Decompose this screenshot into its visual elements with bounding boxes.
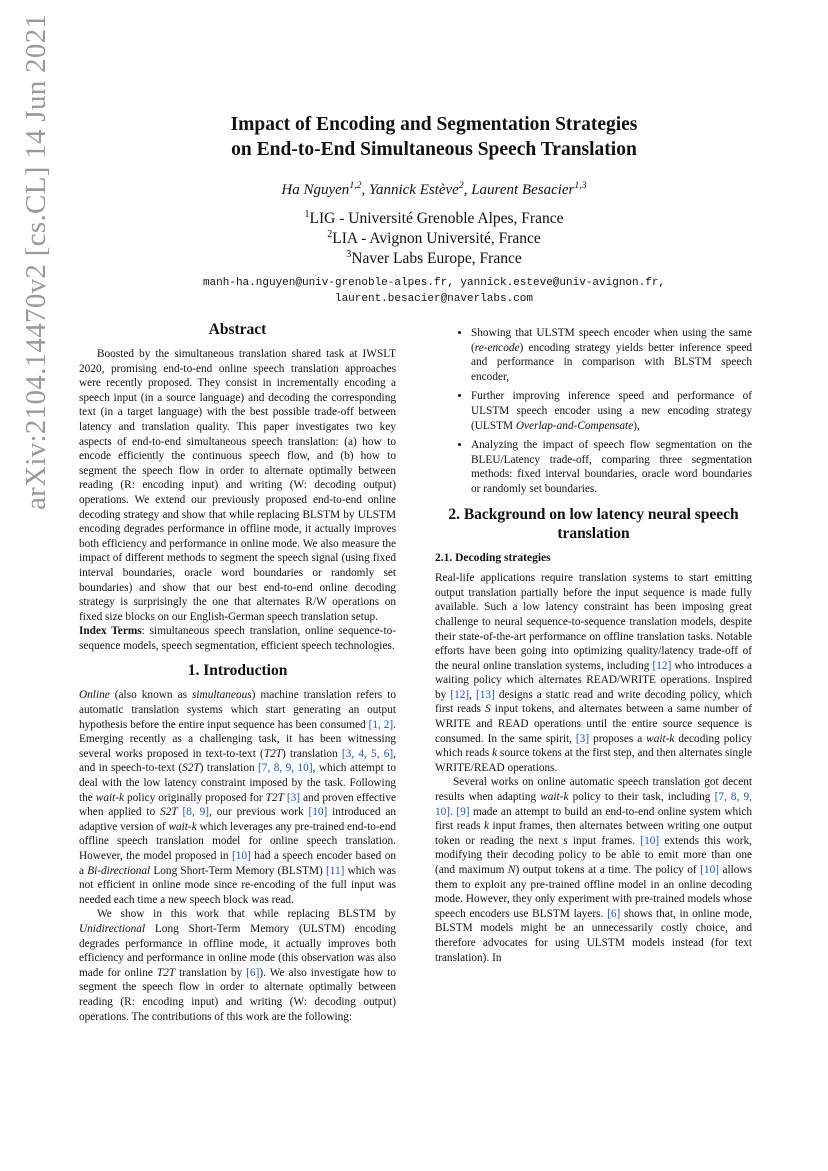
affiliation [110, 209, 758, 229]
citation-link[interactable]: [10] [700, 864, 719, 876]
affil-mark: 2 [327, 228, 333, 240]
author-list: Ha Nguyen$^{1,2}$, Yannick Estève$^2$, Laurent Besacier$^{1,3}$ [281, 180, 587, 198]
background-paragraph-2: Several works on online automatic speech translation got decent results when adapting wait-k policy to their task, including [7, 8, 9, 10]. [9] made an attempt to build an end-to-end online system which first reads k input frames, then alternates between writing one output token or reading the next s input frames. [10] extends this work, modifying their decoding policy to be able to emit more than one (and maximum N) output tokens at a time. The policy of [10] allows them to exploit any pre-trained offline model in an online decoding mode. However, they only experiment with pre-trained models whose speech encoders use BLSTM layers. [6] shows that, in online mode, BLSTM models might be an unnecessarily costly choice, and therefore advocates for using ULSTM models instead (for text translation). In [435, 776, 752, 964]
affiliation [110, 249, 758, 269]
paper-header [110, 112, 758, 307]
author-affil-mark: 1,2 [349, 180, 362, 191]
arxiv-stamp: arXiv:2104.14470v2 [cs.CL] 14 Jun 2021 [20, 13, 52, 510]
affil-text: Naver Labs Europe, France [351, 250, 522, 267]
title-line-1: Impact of Encoding and Segmentation Strategies [230, 114, 638, 135]
citation-link[interactable]: [11] [326, 864, 345, 877]
affiliations [110, 209, 758, 269]
affil-text: LIA - Avignon Université, France [332, 230, 541, 247]
subsection-heading: 2.1. Decoding strategies [435, 551, 551, 564]
citation-link[interactable]: [3] [286, 791, 301, 804]
citation-link[interactable]: [7, 8, 9, 10] [258, 762, 313, 775]
citation-link[interactable]: [6] [246, 966, 260, 979]
citation-link[interactable]: [12] [450, 688, 470, 701]
author-name: Ha Nguyen [281, 182, 350, 198]
affiliation [110, 229, 758, 249]
citation-link[interactable]: [10] [308, 806, 328, 819]
intro-heading: 1. Introduction [187, 662, 288, 680]
title-line-2: on End-to-End Simultaneous Speech Translation [231, 139, 637, 160]
citation-link[interactable]: [6] [607, 907, 621, 920]
citation-link[interactable]: [7, 8, 9, 10] [435, 791, 752, 818]
index-terms [79, 624, 396, 653]
index-terms-text: : simultaneous speech translation, online sequence-to-sequence models, speech segmentation, efficient speech technologies. [79, 625, 396, 652]
citation-link[interactable]: [3, 4, 5, 6] [341, 747, 394, 760]
contribution-list [435, 326, 752, 497]
citation-link[interactable]: [10] [231, 850, 251, 862]
email-line: manh-ha.nguyen@univ-grenoble-alpes.fr, yannick.esteve@univ-avignon.fr, [202, 277, 666, 289]
author-name: Yannick Estève [369, 182, 459, 198]
background-paragraph-1: Real-life applications require translation systems to start emitting output translation partially before the input sequence is made fully available. Such a low latency constraint has been imposing great challenge to neural sequence-to-sequence translation models, despite their state-of-the-art performance on offline translation tasks. Notable efforts have been going into optimizing quality/latency trade-off of the neural online translation systems, including [12] who introduces a waiting policy which alternates READ/WRITE operations. Inspired by [12], [13] designs a static read and write decoding policy, which first reads S input tokens, and alternates between a same number of WRITE and READ operations until the entire source sequence is consumed. In the same spirit, [3] proposes a wait-k decoding policy which reads k source tokens at the first step, and then alternates single WRITE/READ operations. [435, 572, 753, 774]
author-affil-mark: 1,3 [574, 180, 587, 191]
left-column [79, 320, 396, 1024]
citation-link[interactable]: [9] [456, 805, 470, 818]
right-column [435, 320, 752, 965]
citation-link[interactable]: [12] [652, 659, 672, 672]
background-heading: 2. Background on low latency neural speech translation [448, 505, 739, 542]
intro-paragraph-1: Online (also known as simultaneous) machine translation refers to automatic translation systems which start generating an output hypothesis before the entire input sequence has been consumed [1, 2]. Emerging recently as a challenging task, it has been witnessing several works proposed in text-to-text (T2T) translation [3, 4, 5, 6], and in speech-to-text (S2T) translation [7, 8, 9, 10], which attempt to deal with the low latency constraint imposed by the task. Following the wait-k policy originally proposed for T2T [3] and proven effective when applied to S2T [8, 9], our previous work [10] introduced an adaptive version of wait-k which leverages any pre-trained end-to-end offline speech translation model for online speech translation. However, the model proposed in [10] had a speech encoder based on a Bi-directional Long Short-Term Memory (BLSTM) [11] which was not efficient in online mode since re-encoding of the full input was needed each time a new speech block was read. [79, 689, 397, 906]
abstract-heading: Abstract [208, 321, 267, 338]
author-name: Laurent Besacier [471, 182, 575, 198]
paper-title [110, 112, 758, 162]
citation-link[interactable]: [10] [640, 834, 660, 847]
author-emails [110, 275, 758, 307]
citation-link[interactable]: [1, 2] [368, 718, 394, 731]
intro-paragraph-2: We show in this work that while replacing BLSTM by Unidirectional Long Short-Term Memory (ULSTM) encoding degrades performance in offline mode, it actually improves both efficiency and performance in online mode (this observation was also made for online T2T translation by [6]). We also investigate how to segment the speech flow in order to alternate optimally between reading (R: encoding input) and writing (W: decoding output) operations. The contributions of this work are the following: [79, 908, 396, 1023]
index-terms-label: Index Terms [79, 625, 142, 638]
email-line: laurent.besacier@naverlabs.com [334, 293, 534, 305]
affil-mark: 3 [346, 248, 352, 260]
contribution-item: • Analyzing the impact of speech flow segmentation on the BLEU/Latency trade-off, comparing three segmentation methods: fixed interval boundaries, oracle word boundaries or randomly set boundaries. [471, 438, 752, 496]
contribution-item: • Showing that ULSTM speech encoder when using the same (re-encode) encoding strategy yields better inference speed and performance in comparison with BLSTM speech encoder, [471, 326, 752, 384]
affil-text: LIG - Université Grenoble Alpes, France [309, 210, 564, 227]
author-affil-mark: 2 [458, 180, 464, 191]
citation-link[interactable]: [3] [575, 732, 590, 745]
affil-mark: 1 [304, 208, 310, 220]
citation-link[interactable]: [8, 9] [182, 806, 210, 819]
citation-link[interactable]: [13] [475, 688, 495, 701]
contribution-item: • Further improving inference speed and performance of ULSTM speech encoder using a new encoding strategy (ULSTM Overlap-and-Compensate), [471, 389, 752, 433]
abstract-body: Boosted by the simultaneous translation shared task at IWSLT 2020, promising end-to-end online speech translation approaches were recently proposed. They consist in incrementally encoding a speech input (in a source language) and decoding the corresponding text (in a target language) with the best possible trade-off between latency and translation quality. This paper investigates two key aspects of end-to-end simultaneous speech translation: (a) how to encode efficiently the continuous speech flow, and (b) how to segment the speech flow in order to alternate optimally between reading (R: encoding input) and writing (W: decoding output) operations. We extend our previously proposed end-to-end online decoding strategy and show that while replacing BLSTM by ULSTM encoding degrades performance in offline mode, it actually improves both efficiency and performance in online mode. We also measure the impact of different methods to segment the speech signal (using fixed interval boundaries, oracle word boundaries or randomly set boundaries) and show that our best end-to-end online decoding strategy is surprisingly the one that alternates R/W operations on fixed size blocks on our English-German speech translation setup. [79, 348, 396, 623]
